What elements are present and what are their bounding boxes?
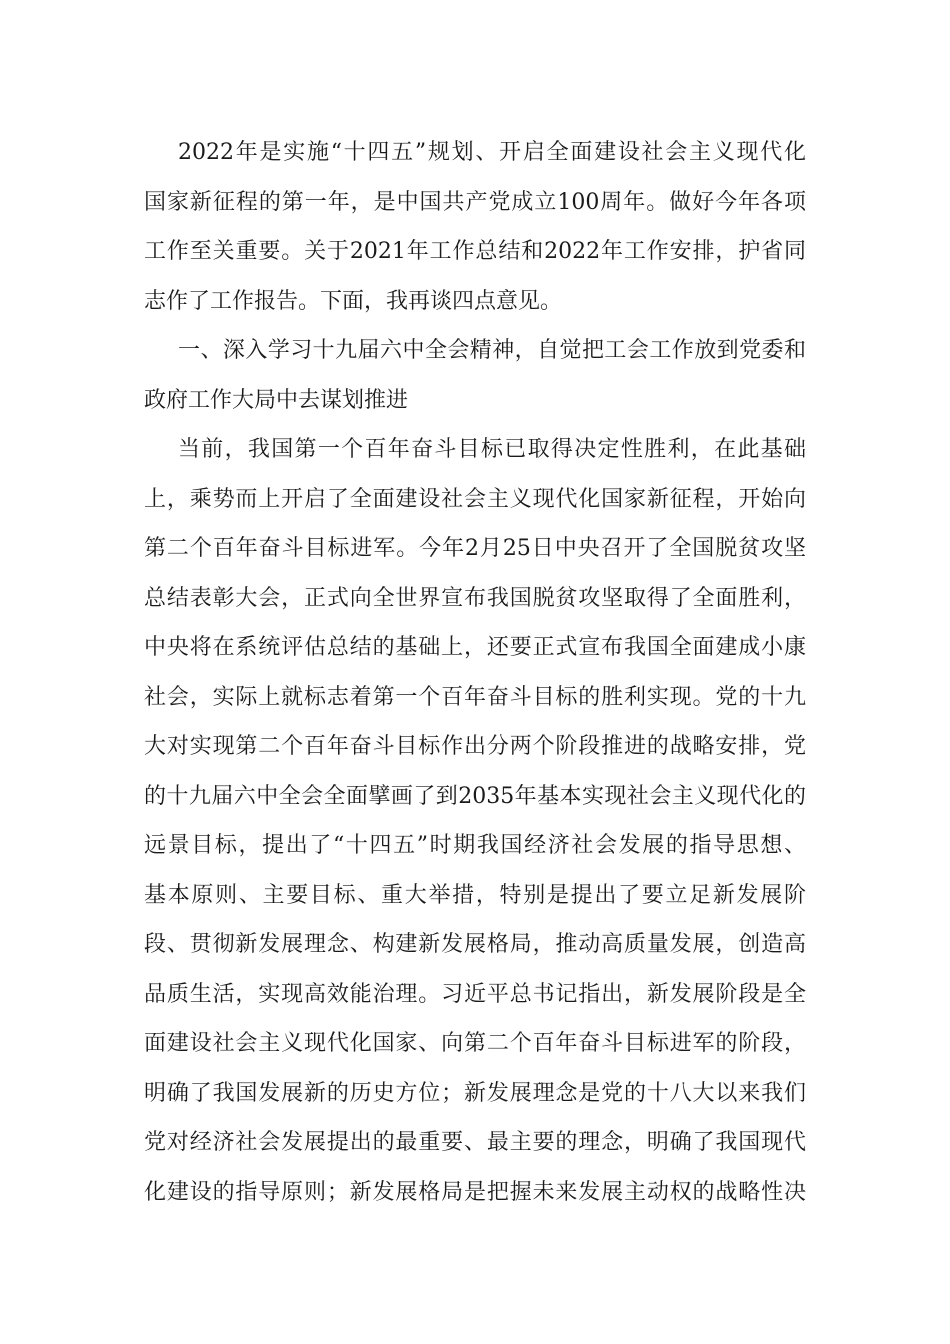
text-line: 基本原则、主要目标、重大举措，特别是提出了要立足新发展阶 bbox=[144, 882, 806, 908]
text-line: 总结表彰大会，正式向全世界宣布我国脱贫攻坚取得了全面胜利， bbox=[144, 585, 806, 611]
paragraph-intro bbox=[144, 128, 806, 326]
text-line: 化建设的指导原则；新发展格局是把握未来发展主动权的战略性决 bbox=[144, 1179, 806, 1205]
text-line: 面建设社会主义现代化国家、向第二个百年奋斗目标进军的阶段， bbox=[144, 1031, 806, 1056]
text-line: 社会，实际上就标志着第一个百年奋斗目标的胜利实现。党的十九 bbox=[144, 684, 806, 710]
text-line: 国家新征程的第一年，是中国共产党成立100周年。做好今年各项 bbox=[144, 189, 806, 215]
section-heading-1 bbox=[144, 326, 806, 425]
text-line: 志作了工作报告。下面，我再谈四点意见。 bbox=[144, 288, 563, 314]
text-line: 远景目标，提出了“十四五”时期我国经济社会发展的指导思想、 bbox=[144, 833, 806, 858]
text-line: 大对实现第二个百年奋斗目标作出分两个阶段推进的战略安排，党 bbox=[144, 734, 806, 759]
text-line: 上，乘势而上开启了全面建设社会主义现代化国家新征程，开始向 bbox=[144, 486, 806, 512]
text-line: 的十九届六中全会全面擘画了到2035年基本实现社会主义现代化的 bbox=[144, 783, 806, 809]
text-line: 品质生活，实现高效能治理。习近平总书记指出，新发展阶段是全 bbox=[144, 981, 806, 1007]
text-line: 当前，我国第一个百年奋斗目标已取得决定性胜利，在此基础 bbox=[178, 437, 806, 462]
text-line: 明确了我国发展新的历史方位；新发展理念是党的十八大以来我们 bbox=[144, 1080, 806, 1106]
text-line: 中央将在系统评估总结的基础上，还要正式宣布我国全面建成小康 bbox=[144, 635, 806, 660]
text-line: 党对经济社会发展提出的最重要、最主要的理念，明确了我国现代 bbox=[144, 1130, 806, 1155]
document-body bbox=[144, 128, 806, 1217]
text-line: 一、深入学习十九届六中全会精神，自觉把工会工作放到党委和 bbox=[178, 338, 806, 363]
text-line: 第二个百年奋斗目标进军。今年2月25日中央召开了全国脱贫攻坚 bbox=[144, 536, 806, 561]
text-line: 政府工作大局中去谋划推进 bbox=[144, 387, 409, 413]
paragraph-body bbox=[144, 425, 806, 1217]
text-line: 2022年是实施“十四五”规划、开启全面建设社会主义现代化 bbox=[178, 140, 806, 165]
text-line: 段、贯彻新发展理念、构建新发展格局，推动高质量发展，创造高 bbox=[144, 932, 806, 957]
text-line: 工作至关重要。关于2021年工作总结和2022年工作安排，护省同 bbox=[144, 239, 806, 264]
